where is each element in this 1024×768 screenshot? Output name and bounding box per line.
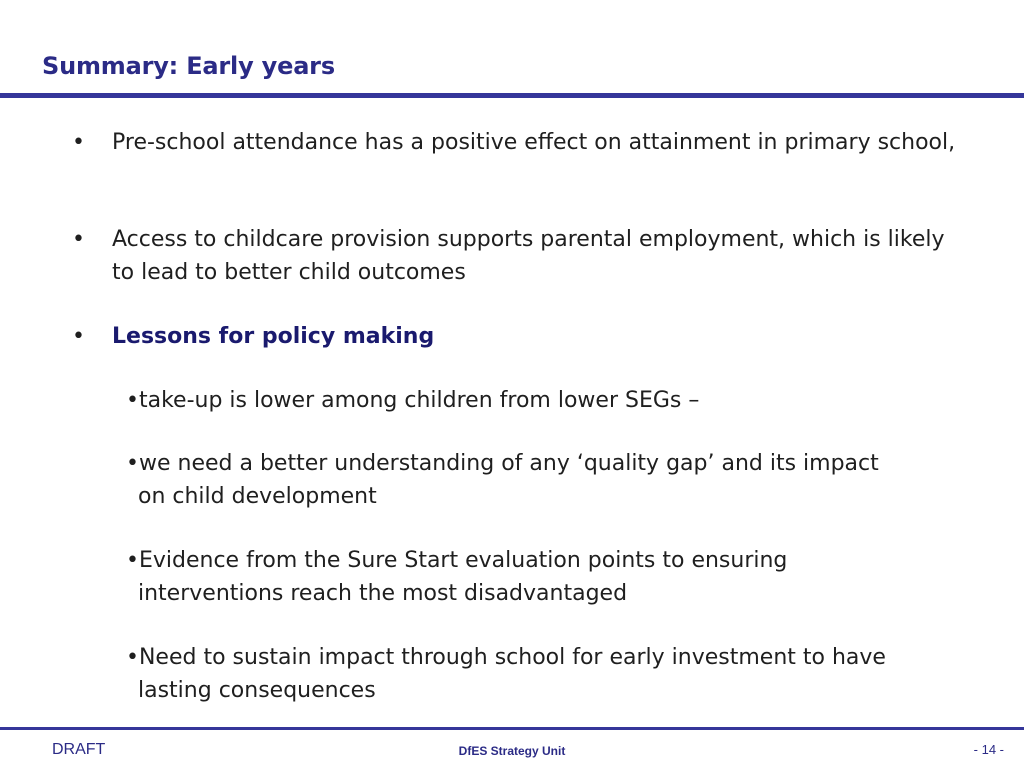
bullet-text: Access to childcare provision supports parental employment, which is likely to lead to better child outcomes (112, 227, 945, 285)
footer-divider (0, 727, 1024, 730)
sub-bullet: •Evidence from the Sure Start evaluation points to ensuring interventions reach the most disadvantaged (126, 548, 788, 606)
sub-bullet: •we need a better understanding of any ‘quality gap’ and its impact on child development (126, 451, 879, 509)
organization-label: DfES Strategy Unit (458, 744, 566, 758)
draft-label: DRAFT (52, 741, 106, 758)
sub-bullet: •Need to sustain impact through school for early investment to have lasting consequences (126, 645, 886, 703)
bullet-marker: • (72, 227, 85, 252)
bullet-text: Pre-school attendance has a positive effect on attainment in primary school, (112, 130, 956, 155)
title-divider (0, 93, 1024, 98)
bullet-marker: • (72, 324, 85, 349)
lessons-heading: Lessons for policy making (112, 324, 435, 349)
bullet-marker: • (72, 130, 85, 155)
slide-title: Summary: Early years (42, 52, 335, 80)
sub-bullet: •take-up is lower among children from lower SEGs – (126, 388, 700, 413)
page-number: - 14 - (973, 742, 1004, 757)
